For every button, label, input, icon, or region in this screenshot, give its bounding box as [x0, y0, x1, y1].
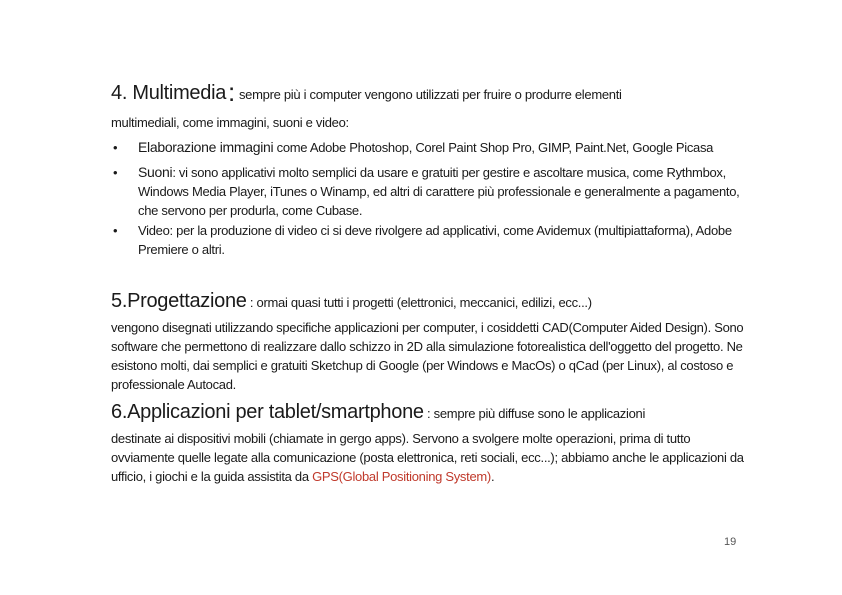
- section-design-heading: 5.Progettazione: [111, 290, 247, 312]
- section-multimedia-lead: sempre più i computer vengono utilizzati per fruire o produrre elementi: [238, 87, 622, 102]
- section-apps-lead: sempre più diffuse sono le applicazioni: [433, 406, 646, 421]
- bullet-marker: •: [113, 165, 118, 180]
- bullet-text: come Adobe Photoshop, Corel Paint Shop Pro, GIMP, Paint.Net, Google Picasa: [273, 140, 714, 155]
- section-apps-body: destinate ai dispositivi mobili (chiamate in gergo apps). Servono a svolgere molte operazioni, prima di tutto ovviamente quelle legate alla comunicazione (posta elettronica, reti sociali, ecc...); abbiamo anche le applicazioni da ufficio, i giochi e la guida assistita da: [111, 431, 744, 484]
- bullet-marker: •: [113, 140, 118, 155]
- page-number: 19: [724, 536, 737, 548]
- section-multimedia: [111, 77, 751, 107]
- section-design: [111, 292, 751, 312]
- section-design-lead: ormai quasi tutti i progetti (elettronici, meccanici, edilizi, ecc...): [256, 295, 592, 310]
- section-design-body: vengono disegnati utilizzando specifiche applicazioni per computer, i cosiddetti CAD(Computer Aided Design). Sono software che permettono di realizzare dallo schizzo in 2D alla simulazione fotorealistica dell'oggetto del progetto. Ne esistono molti, dai semplici e gratuiti Sketchup di Google (per Windows e MacOs) o qCad (per Linux), al costoso e professionale Autocad.: [111, 320, 744, 392]
- section-apps-tail: .: [490, 469, 495, 484]
- bullet-item-images: [111, 138, 751, 157]
- heading-colon: :: [249, 295, 254, 310]
- bullet-title: Elaborazione immagini: [138, 139, 274, 155]
- bullet-item-video: [111, 221, 751, 259]
- bullet-text: : vi sono applicativi molto semplici da usare e gratuiti per gestire e ascoltare musica, come Rythmbox, Windows Media Player, iTunes o Winamp, ed altri di carattere più professionale e generalmente a pagamento, che servono per produrla, come Cubase.: [138, 165, 740, 218]
- section-multimedia-continuation: multimediali, come immagini, suoni e video:: [111, 115, 349, 130]
- bullet-text: Video: per la produzione di video ci si deve rivolgere ad applicativi, come Avidemux (multipiattaforma), Adobe Premiere o altri.: [138, 223, 732, 257]
- bullet-title: Suoni: [138, 164, 173, 180]
- section-apps-body-block: [111, 429, 751, 486]
- section-multimedia-heading: 4. Multimedia: [111, 82, 227, 104]
- multimedia-bullet-list: [111, 138, 751, 265]
- heading-colon: :: [228, 77, 235, 107]
- gps-highlight: GPS(Global Positioning System): [312, 469, 491, 484]
- bullet-item-audio: [111, 163, 751, 220]
- section-apps-heading: 6.Applicazioni per tablet/smartphone: [111, 401, 424, 423]
- section-apps: [111, 403, 751, 423]
- bullet-marker: •: [113, 223, 118, 238]
- heading-colon: :: [427, 406, 431, 421]
